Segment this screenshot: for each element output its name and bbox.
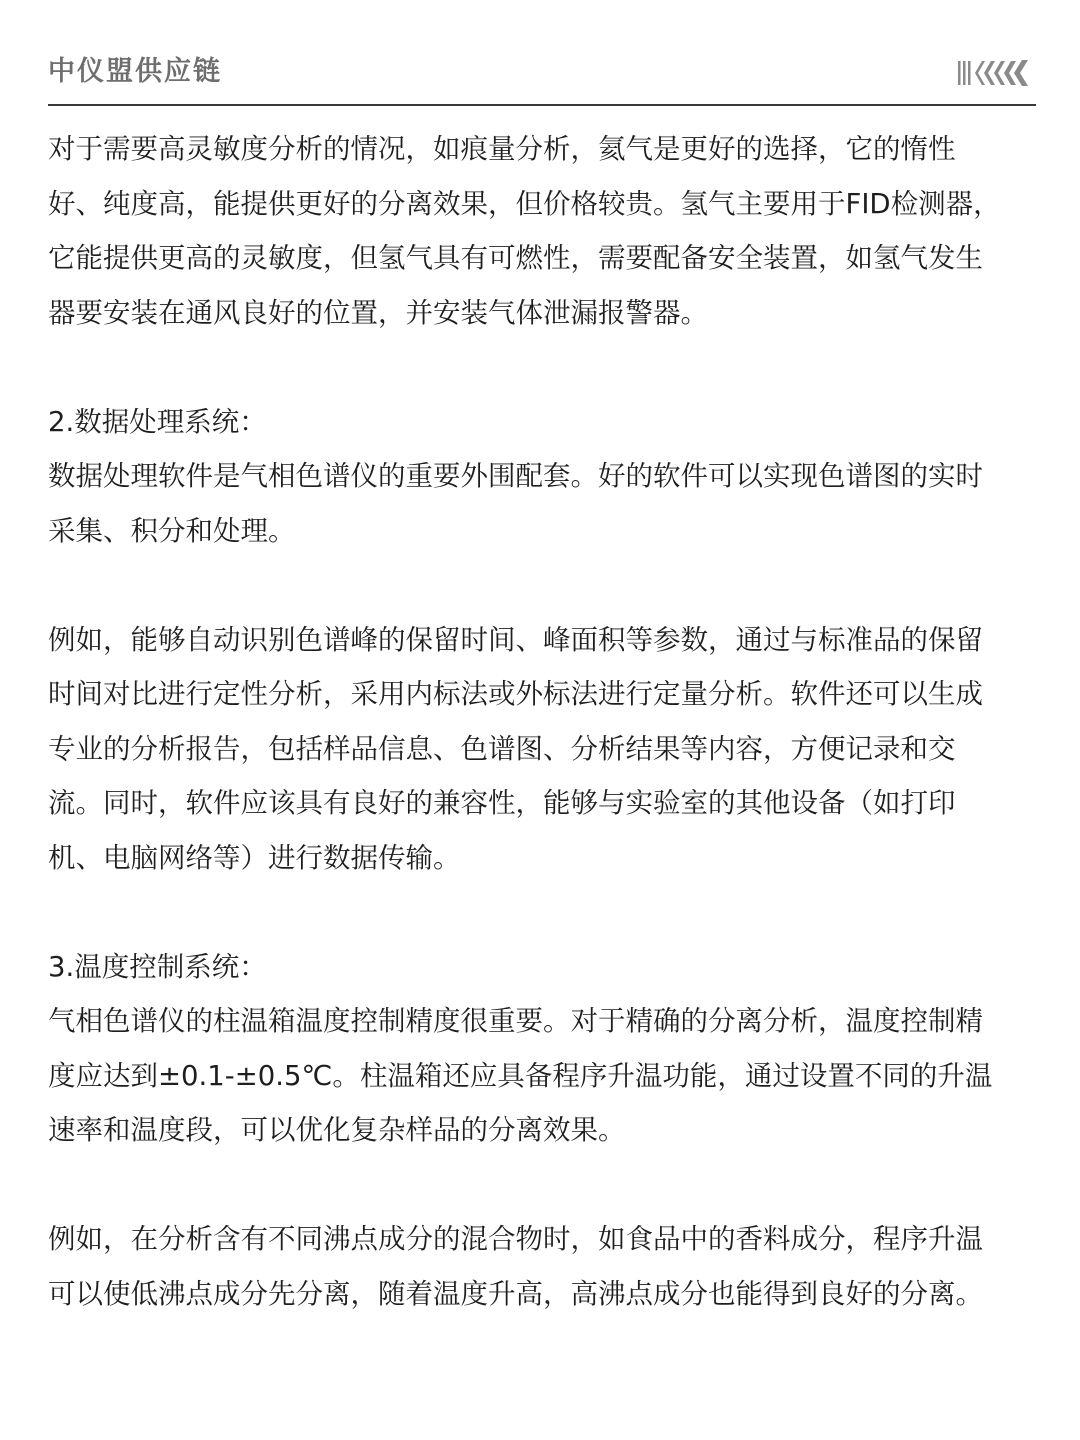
- heading-temperature-control: 3.温度控制系统：: [48, 950, 267, 983]
- header-divider: [48, 104, 1036, 106]
- paragraph-temperature-example: 例如，在分析含有不同沸点成分的混合物时，如食品中的香料成分，程序升温可以使低沸点成分先分离，随着温度升高，高沸点成分也能得到良好的分离。: [48, 1223, 983, 1310]
- article-body: [48, 122, 1008, 1321]
- paragraph-gap: [48, 558, 1008, 613]
- paragraph-temperature-precision: 气相色谱仪的柱温箱温度控制精度很重要。对于精确的分离分析，温度控制精度应达到±0.1-±0.5℃。柱温箱还应具备程序升温功能，通过设置不同的升温速率和温度段，可以优化复杂样品的分离效果。: [48, 1005, 993, 1146]
- heading-data-processing: 2.数据处理系统：: [48, 405, 267, 438]
- paragraph-data-example: 例如，能够自动识别色谱峰的保留时间、峰面积等参数，通过与标准品的保留时间对比进行定性分析，采用内标法或外标法进行定量分析。软件还可以生成专业的分析报告，包括样品信息、色谱图、分析结果等内容，方便记录和交流。同时，软件应该具有良好的兼容性，能够与实验室的其他设备（如打印机、电脑网络等）进行数据传输。: [48, 623, 983, 874]
- chevron-stripes-logo-icon: [956, 56, 1036, 90]
- brand-name: 中仪盟供应链: [48, 56, 222, 87]
- page-header: [48, 52, 1036, 92]
- paragraph-gap: [48, 340, 1008, 395]
- paragraph-data-software: 数据处理软件是气相色谱仪的重要外围配套。好的软件可以实现色谱图的实时采集、积分和处理。: [48, 460, 983, 547]
- paragraph-gap: [48, 1158, 1008, 1213]
- paragraph-gap: [48, 885, 1008, 940]
- paragraph-carrier-gas: 对于需要高灵敏度分析的情况，如痕量分析，氦气是更好的选择，它的惰性好、纯度高，能提供更好的分离效果，但价格较贵。氢气主要用于FID检测器，它能提供更高的灵敏度，但氢气具有可燃性，需要配备安全装置，如氢气发生器要安装在通风良好的位置，并安装气体泄漏报警器。: [48, 133, 1001, 329]
